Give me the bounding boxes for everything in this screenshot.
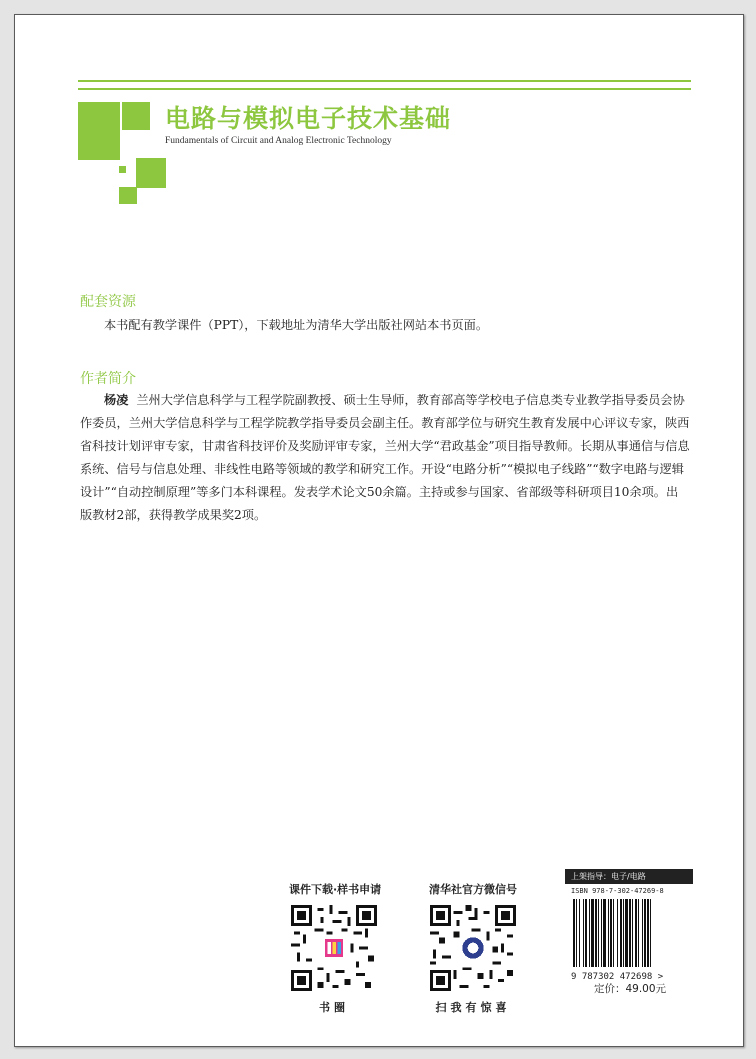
author-bio-block bbox=[80, 389, 690, 527]
barcode-bar bbox=[601, 899, 602, 967]
barcode-bar bbox=[617, 899, 618, 967]
barcode bbox=[571, 899, 689, 982]
barcode-bar bbox=[620, 899, 622, 967]
resources-text: 本书配有教学课件（PPT），下载地址为清华大学出版社网站本书页面。 bbox=[104, 318, 489, 332]
price-label: 定价：49.00元 bbox=[593, 983, 667, 995]
barcode-bars bbox=[571, 899, 689, 967]
barcode-bar bbox=[623, 899, 624, 967]
barcode-bar bbox=[573, 899, 575, 967]
author-name: 杨凌 bbox=[104, 393, 129, 407]
barcode-bar bbox=[638, 899, 639, 967]
decor-square-medium bbox=[122, 102, 150, 130]
barcode-bar bbox=[642, 899, 643, 967]
qr-caption-courseware: 课件下载·样书申请 bbox=[289, 883, 382, 896]
qr-code-courseware[interactable] bbox=[291, 905, 377, 991]
qr-code-wechat[interactable] bbox=[430, 905, 516, 991]
decor-square-small bbox=[119, 187, 137, 204]
isbn-block bbox=[565, 869, 695, 1017]
resources-heading: 配套资源 bbox=[80, 294, 136, 310]
top-rule-1 bbox=[78, 80, 691, 82]
qr-block-courseware bbox=[289, 881, 382, 1015]
barcode-bar bbox=[647, 899, 649, 967]
barcode-bar bbox=[629, 899, 631, 967]
barcode-bar bbox=[598, 899, 599, 967]
author-bio: 兰州大学信息科学与工程学院副教授、硕士生导师，教育部高等学校电子信息类专业教学指导委员会协作委员，兰州大学信息科学与工程学院教学指导委员会副主任。教育部学位与研究生教育发展中心评议专家，陕西省科技计划评审专家，甘肃省科技评价及奖励评审专家，兰州大学“君政基金”项目指导教师。长期从事通信与信息系统、信号与信息处理、非线性电路等领域的教学和研究工作。开设“电路分析”“模拟电子线路”“数字电路与逻辑设计”“自动控制原理”等多门本科课程。发表学术论文50余篇。主持或参与国家、省部级等科研项目10余项。出版教材2部，获得教学成果奖2项。 bbox=[80, 393, 690, 522]
barcode-bar bbox=[610, 899, 612, 967]
barcode-bar bbox=[603, 899, 606, 967]
barcode-number: 9 787302 472698 > bbox=[571, 972, 664, 982]
book-back-cover bbox=[14, 14, 744, 1047]
qr-sub-wechat: 扫我有惊喜 bbox=[435, 1001, 511, 1014]
resources-text-block bbox=[80, 314, 690, 337]
top-rule-2 bbox=[78, 88, 691, 90]
barcode-bar bbox=[591, 899, 594, 967]
decor-square-tiny bbox=[119, 166, 126, 173]
barcode-bar bbox=[579, 899, 580, 967]
book-title-cn: 电路与模拟电子技术基础 bbox=[165, 104, 452, 133]
isbn-number: ISBN 978-7-302-47269-8 bbox=[571, 887, 664, 895]
barcode-bar bbox=[650, 899, 651, 967]
qr-block-wechat bbox=[428, 881, 518, 1015]
barcode-bar bbox=[583, 899, 584, 967]
barcode-bar bbox=[644, 899, 646, 967]
shelf-label: 上架指导：电子/电路 bbox=[565, 869, 693, 884]
qr-sub-courseware: 书圈 bbox=[319, 1001, 349, 1014]
author-heading: 作者简介 bbox=[80, 371, 136, 387]
book-title-en: Fundamentals of Circuit and Analog Electronic Technology bbox=[165, 136, 392, 146]
barcode-bar bbox=[613, 899, 614, 967]
barcode-bar bbox=[635, 899, 637, 967]
barcode-bar bbox=[595, 899, 597, 967]
qr-caption-wechat: 清华社官方微信号 bbox=[429, 883, 517, 896]
barcode-bar bbox=[632, 899, 633, 967]
barcode-bar bbox=[625, 899, 628, 967]
barcode-bar bbox=[576, 899, 577, 967]
barcode-bar bbox=[585, 899, 587, 967]
decor-square-right bbox=[136, 158, 166, 188]
barcode-bar bbox=[608, 899, 609, 967]
decor-square-large bbox=[78, 102, 120, 160]
barcode-bar bbox=[589, 899, 590, 967]
